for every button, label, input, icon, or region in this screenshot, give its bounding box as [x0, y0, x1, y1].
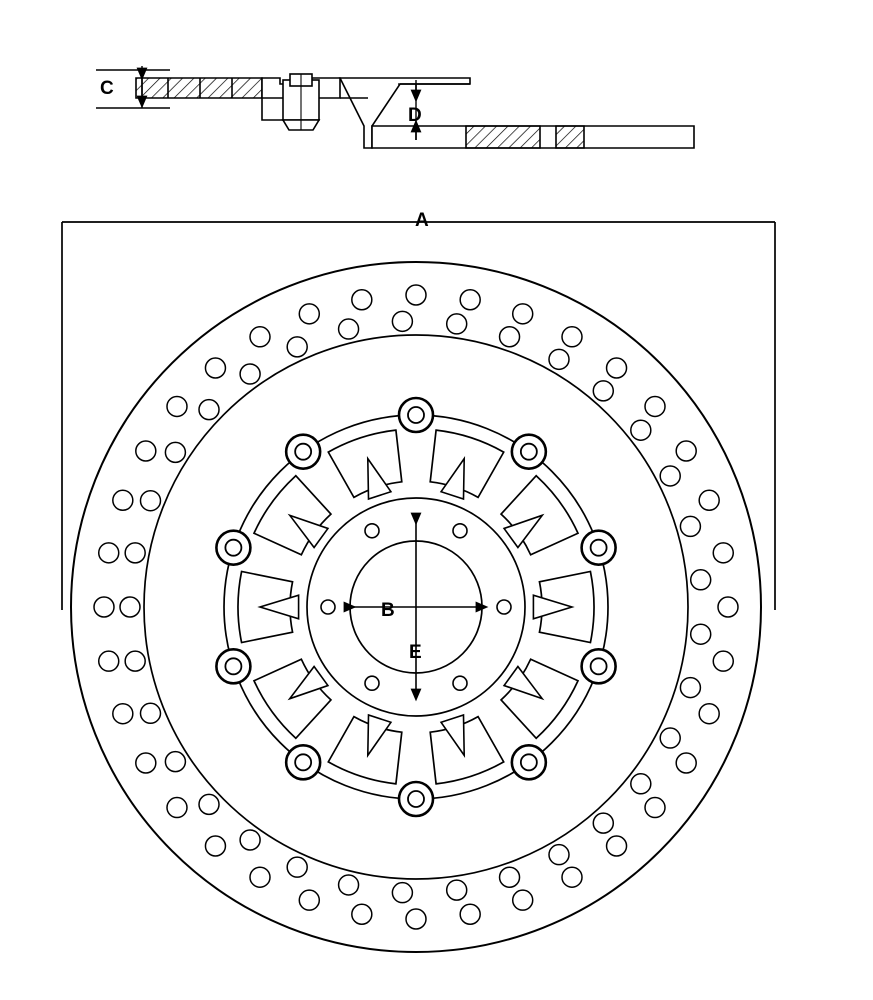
dimension-label-e: E	[409, 642, 422, 663]
drill-hole	[680, 516, 700, 536]
drill-hole	[549, 349, 569, 369]
drill-hole	[607, 836, 627, 856]
drill-hole	[299, 890, 319, 910]
drill-hole	[299, 304, 319, 324]
drill-hole	[140, 703, 160, 723]
drill-hole	[199, 400, 219, 420]
drill-hole	[460, 290, 480, 310]
drill-hole	[113, 490, 133, 510]
drill-hole	[645, 798, 665, 818]
drill-hole	[120, 597, 140, 617]
drill-hole	[460, 904, 480, 924]
drill-hole	[287, 337, 307, 357]
rivet-bore	[521, 754, 537, 770]
drill-hole	[165, 752, 185, 772]
front-view	[62, 222, 775, 952]
drill-hole	[205, 358, 225, 378]
bolt-hole	[365, 676, 379, 690]
rivet-bore	[591, 658, 607, 674]
drill-hole	[691, 570, 711, 590]
bolt-hole	[453, 524, 467, 538]
drill-hole	[447, 314, 467, 334]
section-hub-boss	[283, 74, 319, 130]
rivet-bore	[408, 407, 424, 423]
drill-hole	[287, 857, 307, 877]
drill-hole	[562, 327, 582, 347]
bolt-hole	[321, 600, 335, 614]
drill-hole	[250, 327, 270, 347]
drill-hole	[113, 704, 133, 724]
bolt-hole	[453, 676, 467, 690]
rivet-bore	[408, 791, 424, 807]
drill-hole	[447, 880, 467, 900]
drill-hole	[199, 794, 219, 814]
drill-hole	[718, 597, 738, 617]
drill-hole	[352, 290, 372, 310]
drill-hole	[513, 304, 533, 324]
drill-hole	[699, 704, 719, 724]
section-left-plate	[136, 78, 262, 98]
drill-hole	[406, 909, 426, 929]
section-view	[96, 66, 694, 148]
drill-hole	[99, 651, 119, 671]
drill-hole	[392, 883, 412, 903]
drill-hole	[140, 491, 160, 511]
drill-hole	[167, 396, 187, 416]
rivet-bore	[225, 658, 241, 674]
drill-hole	[500, 867, 520, 887]
drill-hole	[94, 597, 114, 617]
drill-hole	[549, 845, 569, 865]
rivet-bore	[521, 444, 537, 460]
rivet-bore	[225, 540, 241, 556]
drill-hole	[660, 728, 680, 748]
drill-hole	[593, 381, 613, 401]
drill-hole	[240, 364, 260, 384]
drill-hole	[680, 678, 700, 698]
drill-hole	[165, 442, 185, 462]
drill-hole	[99, 543, 119, 563]
bolt-hole	[365, 524, 379, 538]
drill-hole	[631, 774, 651, 794]
rivet-bore	[295, 754, 311, 770]
dimension-label-b: B	[381, 600, 395, 621]
drill-hole	[240, 830, 260, 850]
drill-hole	[593, 813, 613, 833]
drill-hole	[691, 624, 711, 644]
drill-hole	[205, 836, 225, 856]
drill-hole	[513, 890, 533, 910]
drill-hole	[392, 311, 412, 331]
drill-hole	[250, 867, 270, 887]
drill-hole	[125, 543, 145, 563]
drill-hole	[631, 420, 651, 440]
drill-hole	[607, 358, 627, 378]
drill-hole	[562, 867, 582, 887]
drill-hole	[713, 651, 733, 671]
rivet-bore	[591, 540, 607, 556]
rivet-bore	[295, 444, 311, 460]
dimension-label-d: D	[408, 105, 422, 126]
drill-hole	[406, 285, 426, 305]
drill-hole	[660, 466, 680, 486]
drill-hole	[699, 490, 719, 510]
drill-hole	[136, 753, 156, 773]
dimension-label-c: C	[100, 78, 114, 99]
drill-hole	[136, 441, 156, 461]
drill-hole	[125, 651, 145, 671]
drill-hole	[339, 875, 359, 895]
drill-hole	[676, 441, 696, 461]
drill-hole	[713, 543, 733, 563]
drill-hole	[500, 327, 520, 347]
bolt-hole	[497, 600, 511, 614]
dimension-label-a: A	[415, 210, 429, 231]
drill-hole	[339, 319, 359, 339]
drill-hole	[167, 798, 187, 818]
drill-hole	[352, 904, 372, 924]
drill-hole	[645, 396, 665, 416]
drill-hole	[676, 753, 696, 773]
